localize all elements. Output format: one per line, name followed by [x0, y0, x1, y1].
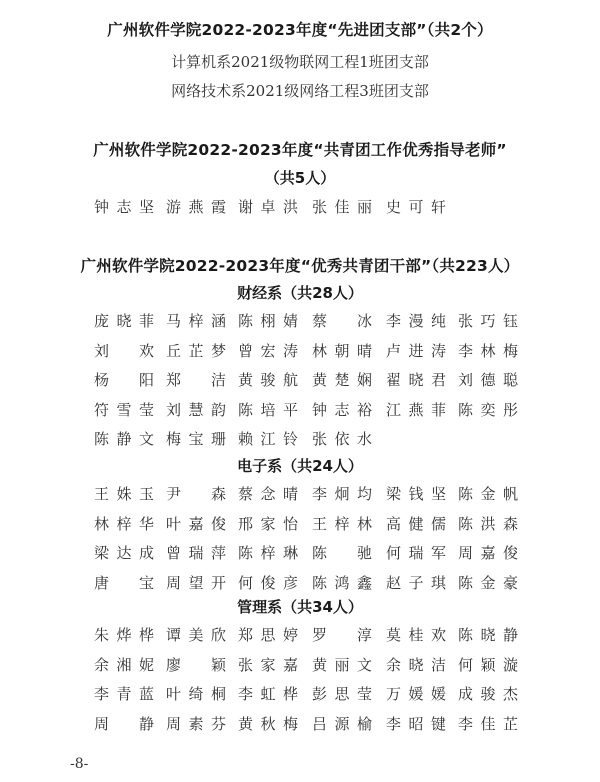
person-name: 庞晓菲: [94, 312, 154, 330]
person-name: 陈栩婧: [238, 312, 298, 330]
person-name: 陈晓静: [458, 626, 518, 644]
person-name: 杨 阳: [94, 371, 154, 389]
person-name: 林梓华: [94, 514, 154, 533]
person-name: 李炯均: [312, 485, 372, 503]
person-name: 叶绮桐: [166, 685, 226, 703]
person-name: 万媛媛: [386, 685, 446, 703]
person-name: 梁钱坚: [386, 485, 446, 503]
person-name: 张家嘉: [238, 655, 298, 674]
person-name: 曾宏涛: [238, 341, 298, 360]
person-name: 谭美欣: [166, 626, 226, 644]
person-name: 刘 欢: [94, 341, 154, 360]
person-name: 陈培平: [238, 400, 298, 419]
section-title-advisors: 广州软件学院2022-2023年度“共青团工作优秀指导老师”: [93, 141, 507, 159]
person-name: 赖江铃: [238, 430, 298, 448]
branch-line: 网络技术系2021级网络工程3班团支部: [171, 82, 429, 100]
person-name: 蔡 冰: [312, 312, 372, 330]
person-name: 王梓林: [312, 514, 372, 533]
person-name: 史可轩: [386, 198, 446, 216]
person-name: 马梓涵: [166, 312, 226, 330]
person-name: 张依水: [312, 430, 372, 448]
person-name: 曾瑞萍: [166, 544, 226, 562]
person-name: 刘德聪: [458, 371, 518, 389]
person-name: 钟志坚: [94, 198, 154, 216]
person-name: 刘慧韵: [166, 400, 226, 419]
page-number: -8-: [70, 756, 89, 772]
name-row: [0, 369, 600, 393]
person-name: 黄楚娴: [312, 371, 372, 389]
name-row: [0, 542, 600, 566]
name-row: [0, 654, 600, 678]
person-name: 罗 淳: [312, 626, 372, 644]
person-name: 郑思婷: [238, 626, 298, 644]
person-name: 蔡念晴: [238, 485, 298, 503]
person-name: 丘芷梦: [166, 341, 226, 360]
name-row: [0, 513, 600, 537]
person-name: 谢卓洪: [238, 198, 298, 216]
person-name: 陈梓琳: [238, 544, 298, 562]
person-name: 黄丽文: [312, 655, 372, 674]
person-name: 江燕菲: [386, 400, 446, 419]
person-name: 邢家怡: [238, 514, 298, 533]
person-name: 彭思莹: [312, 685, 372, 703]
person-name: 李昭键: [386, 714, 446, 733]
name-row: [0, 572, 600, 596]
person-name: 莫桂欢: [386, 626, 446, 644]
person-name: 张佳丽: [312, 198, 372, 216]
person-name: 符雪莹: [94, 400, 154, 419]
person-name: 陈鸿鑫: [312, 573, 372, 592]
person-name: 尹 森: [166, 485, 226, 503]
person-name: 高健儒: [386, 514, 446, 533]
person-name: 郑 洁: [166, 371, 226, 389]
person-name: 吕源榆: [312, 714, 372, 733]
name-row: [0, 624, 600, 648]
person-name: 梁达成: [94, 544, 154, 562]
person-name: 黄秋梅: [238, 714, 298, 733]
person-name: 何瑞军: [386, 544, 446, 562]
person-name: 陈 驰: [312, 544, 372, 562]
person-name: 翟晓君: [386, 371, 446, 389]
person-name: 钟志裕: [312, 400, 372, 419]
person-name: 李佳芷: [458, 714, 518, 733]
person-name: 陈洪森: [458, 514, 518, 533]
person-name: 陈金帆: [458, 485, 518, 503]
person-name: 廖 颖: [166, 655, 226, 674]
person-name: 李青蓝: [94, 685, 154, 703]
person-name: 张巧钰: [458, 312, 518, 330]
person-name: 何颖漩: [458, 655, 518, 674]
person-name: 陈静文: [94, 430, 154, 448]
person-name: 叶嘉俊: [166, 514, 226, 533]
section-title-cadres: 广州软件学院2022-2023年度“优秀共青团干部”（共223人）: [80, 257, 520, 275]
name-row: [0, 399, 600, 423]
person-name: 李虹桦: [238, 685, 298, 703]
department-heading: 财经系（共28人）: [237, 284, 363, 302]
person-name: 周素芬: [166, 714, 226, 733]
person-name: 余湘妮: [94, 655, 154, 674]
person-name: 黄骏航: [238, 371, 298, 389]
person-name: 陈奕彤: [458, 400, 518, 419]
person-name: 李林梅: [458, 341, 518, 360]
person-name: 周嘉俊: [458, 544, 518, 562]
person-name: 王姝玉: [94, 485, 154, 503]
person-name: 唐 宝: [94, 573, 154, 592]
advisor-row: [0, 196, 600, 220]
person-name: 周望开: [166, 573, 226, 592]
person-name: 陈金豪: [458, 573, 518, 592]
person-name: 何俊彦: [238, 573, 298, 592]
name-row: [0, 340, 600, 364]
person-name: 周 静: [94, 714, 154, 733]
advisor-count: （共5人）: [264, 169, 336, 187]
person-name: 余晓洁: [386, 655, 446, 674]
person-name: 梅宝珊: [166, 430, 226, 448]
name-row: [0, 310, 600, 334]
person-name: 卢进涛: [386, 341, 446, 360]
name-row: [0, 683, 600, 707]
branch-line: 计算机系2021级物联网工程1班团支部: [171, 53, 429, 71]
person-name: 成骏杰: [458, 685, 518, 703]
department-heading: 管理系（共34人）: [237, 598, 363, 616]
person-name: 游燕霞: [166, 198, 226, 216]
person-name: 朱烨桦: [94, 626, 154, 644]
name-row: [0, 428, 600, 452]
person-name: 李漫纯: [386, 312, 446, 330]
name-row: [0, 713, 600, 737]
person-name: 赵子琪: [386, 573, 446, 592]
department-heading: 电子系（共24人）: [237, 457, 363, 475]
section-title-advanced-branches: 广州软件学院2022-2023年度“先进团支部”（共2个）: [107, 21, 493, 39]
person-name: 林朝晴: [312, 341, 372, 360]
name-row: [0, 483, 600, 507]
